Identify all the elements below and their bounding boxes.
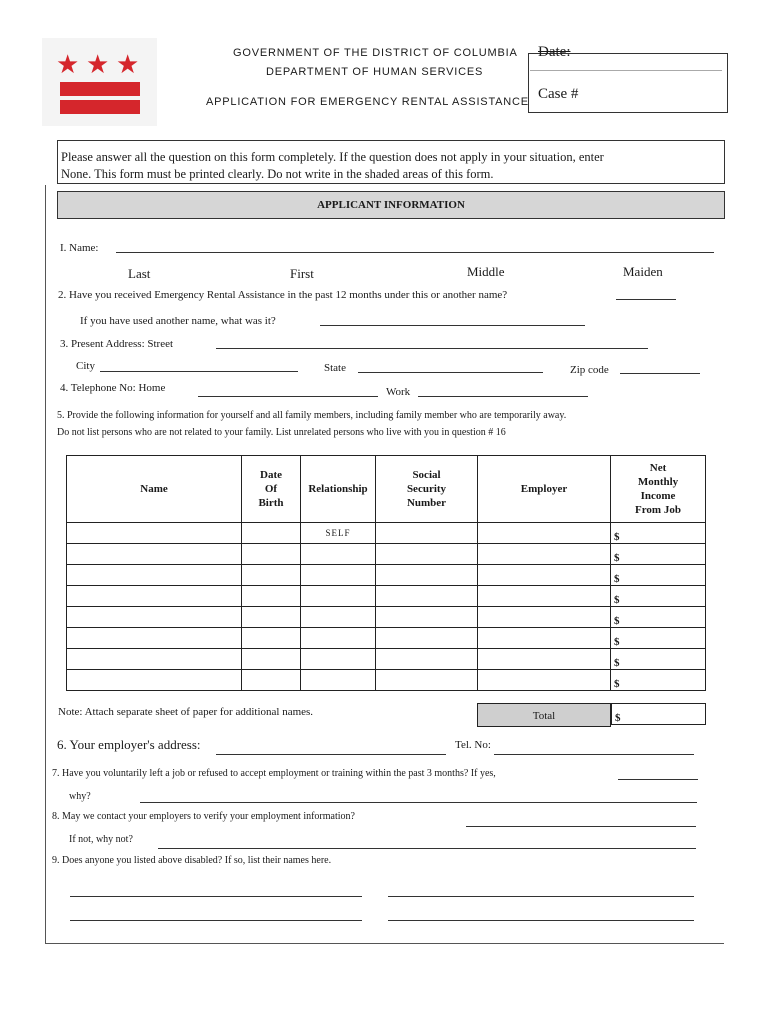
- ssn-cell[interactable]: [376, 565, 478, 586]
- gov-line-2: DEPARTMENT OF HUMAN SERVICES: [266, 66, 484, 78]
- zip-label: Zip code: [570, 364, 609, 376]
- dc-flag-logo: [42, 38, 157, 126]
- disabled-name-input[interactable]: [388, 896, 694, 897]
- street-input[interactable]: [216, 348, 648, 349]
- q3-label: 3. Present Address: Street: [60, 338, 174, 350]
- ssn-cell[interactable]: [376, 628, 478, 649]
- dob-cell[interactable]: [242, 586, 301, 607]
- name-cell[interactable]: [67, 628, 242, 649]
- date-label: Date:: [538, 44, 571, 60]
- name-cell[interactable]: [67, 670, 242, 691]
- dob-cell[interactable]: [242, 565, 301, 586]
- work-phone-label: Work: [386, 386, 411, 398]
- table-row: [67, 628, 706, 649]
- tel-label: Tel. No:: [455, 739, 491, 751]
- q1-label: I. Name:: [60, 242, 99, 254]
- flag-bar: [60, 100, 140, 114]
- name-cell[interactable]: [67, 544, 242, 565]
- table-row: [67, 544, 706, 565]
- employer-cell[interactable]: [478, 565, 611, 586]
- state-input[interactable]: [358, 372, 543, 373]
- disabled-name-input[interactable]: [388, 920, 694, 921]
- employer-cell[interactable]: [478, 670, 611, 691]
- col-relationship-header: Relationship: [301, 456, 376, 523]
- dob-cell[interactable]: [242, 544, 301, 565]
- income-cell[interactable]: $: [611, 670, 706, 691]
- employer-cell[interactable]: [478, 544, 611, 565]
- col-ssn-header: Social Security Number: [376, 456, 478, 523]
- name-cell[interactable]: [67, 586, 242, 607]
- home-phone-input[interactable]: [198, 396, 378, 397]
- relationship-cell[interactable]: SELF: [301, 523, 376, 544]
- date-case-box: [528, 53, 728, 113]
- table-row: [67, 670, 706, 691]
- instructions-box: [57, 140, 725, 184]
- relationship-cell[interactable]: [301, 565, 376, 586]
- ssn-cell[interactable]: [376, 649, 478, 670]
- col-income-header: Net Monthly Income From Job: [611, 456, 706, 523]
- q2-answer-input[interactable]: [616, 299, 676, 300]
- name-cell[interactable]: [67, 565, 242, 586]
- relationship-cell[interactable]: [301, 607, 376, 628]
- employer-cell[interactable]: [478, 649, 611, 670]
- q2-sub-label: If you have used another name, what was it?: [80, 315, 276, 327]
- relationship-cell[interactable]: [301, 586, 376, 607]
- q8-reason-input[interactable]: [158, 848, 696, 849]
- q2-other-name-input[interactable]: [320, 325, 585, 326]
- state-label: State: [324, 362, 346, 374]
- employer-cell[interactable]: [478, 628, 611, 649]
- q7-why-label: why?: [69, 791, 91, 802]
- city-input[interactable]: [100, 371, 298, 372]
- q6-label: 6. Your employer's address:: [57, 737, 201, 752]
- instructions-line-1: Please answer all the question on this form completely. If the question does not apply in your situation, enter: [61, 150, 604, 164]
- name-maiden-label: Maiden: [623, 264, 663, 279]
- q4-label: 4. Telephone No: Home: [60, 382, 166, 394]
- dob-cell[interactable]: [242, 523, 301, 544]
- q5-line-1: 5. Provide the following information for yourself and all family members, including family member who are temporarily away.: [57, 410, 567, 421]
- relationship-cell[interactable]: [301, 544, 376, 565]
- name-cell[interactable]: [67, 649, 242, 670]
- disabled-name-input[interactable]: [70, 896, 362, 897]
- ssn-cell[interactable]: [376, 523, 478, 544]
- star-icon: ★: [56, 50, 80, 79]
- income-cell[interactable]: $: [611, 544, 706, 565]
- name-cell[interactable]: [67, 523, 242, 544]
- dob-cell[interactable]: [242, 628, 301, 649]
- q9-label: 9. Does anyone you listed above disabled? If so, list their names here.: [52, 855, 332, 866]
- ssn-cell[interactable]: [376, 544, 478, 565]
- relationship-cell[interactable]: [301, 649, 376, 670]
- employer-cell[interactable]: [478, 586, 611, 607]
- work-phone-input[interactable]: [418, 396, 588, 397]
- table-row: [67, 649, 706, 670]
- name-middle-label: Middle: [467, 264, 505, 279]
- col-dob-header: Date Of Birth: [242, 456, 301, 523]
- relationship-cell[interactable]: [301, 670, 376, 691]
- income-cell[interactable]: $: [611, 628, 706, 649]
- income-cell[interactable]: $: [611, 586, 706, 607]
- q8-answer-input[interactable]: [466, 826, 696, 827]
- dob-cell[interactable]: [242, 649, 301, 670]
- total-income-input[interactable]: $: [611, 703, 706, 725]
- q7-answer-input[interactable]: [618, 779, 698, 780]
- table-row: [67, 586, 706, 607]
- table-header-row: [67, 456, 706, 523]
- date-line[interactable]: [530, 70, 722, 71]
- table-row: [67, 565, 706, 586]
- city-label: City: [76, 360, 95, 372]
- ssn-cell[interactable]: [376, 586, 478, 607]
- form-title: APPLICATION FOR EMERGENCY RENTAL ASSISTANCE: [206, 96, 529, 108]
- disabled-name-input[interactable]: [70, 920, 362, 921]
- col-employer-header: Employer: [478, 456, 611, 523]
- col-name-header: Name: [67, 456, 242, 523]
- q8-ifnot-label: If not, why not?: [69, 834, 133, 845]
- income-cell[interactable]: $: [611, 523, 706, 544]
- section-title: APPLICANT INFORMATION: [57, 191, 725, 219]
- name-input[interactable]: [116, 252, 714, 253]
- case-label: Case #: [538, 86, 579, 102]
- ssn-cell[interactable]: [376, 607, 478, 628]
- income-cell[interactable]: $: [611, 565, 706, 586]
- table-row: [67, 523, 706, 544]
- flag-bar: [60, 82, 140, 96]
- income-cell[interactable]: $: [611, 649, 706, 670]
- employer-address-input[interactable]: [216, 754, 446, 755]
- star-icon: ★: [86, 50, 110, 79]
- ssn-cell[interactable]: [376, 670, 478, 691]
- instructions-line-2: None. This form must be printed clearly. Do not write in the shaded areas of this form.: [61, 167, 494, 181]
- dob-cell[interactable]: [242, 670, 301, 691]
- note-text: Note: Attach separate sheet of paper for additional names.: [58, 706, 314, 718]
- family-table: [66, 455, 706, 691]
- employer-cell[interactable]: [478, 523, 611, 544]
- zip-input[interactable]: [620, 373, 700, 374]
- q8-label: 8. May we contact your employers to verify your employment information?: [52, 811, 355, 822]
- gov-line-1: GOVERNMENT OF THE DISTRICT OF COLUMBIA: [233, 47, 518, 59]
- employer-tel-input[interactable]: [494, 754, 694, 755]
- q7-label: 7. Have you voluntarily left a job or refused to accept employment or training within the past 3 months? If yes,: [52, 768, 496, 779]
- name-last-label: Last: [128, 266, 151, 281]
- q5-line-2: Do not list persons who are not related to your family. List unrelated persons who live with you in question # 16: [57, 427, 506, 438]
- name-first-label: First: [290, 266, 314, 281]
- relationship-cell[interactable]: [301, 628, 376, 649]
- dob-cell[interactable]: [242, 607, 301, 628]
- total-cell: Total: [477, 703, 611, 727]
- table-row: [67, 607, 706, 628]
- star-icon: ★: [116, 50, 140, 79]
- employer-cell[interactable]: [478, 607, 611, 628]
- q7-why-input[interactable]: [140, 802, 697, 803]
- name-cell[interactable]: [67, 607, 242, 628]
- income-cell[interactable]: $: [611, 607, 706, 628]
- q2-label: 2. Have you received Emergency Rental Assistance in the past 12 months under this or another name?: [58, 289, 508, 301]
- instructions-text: [61, 149, 604, 183]
